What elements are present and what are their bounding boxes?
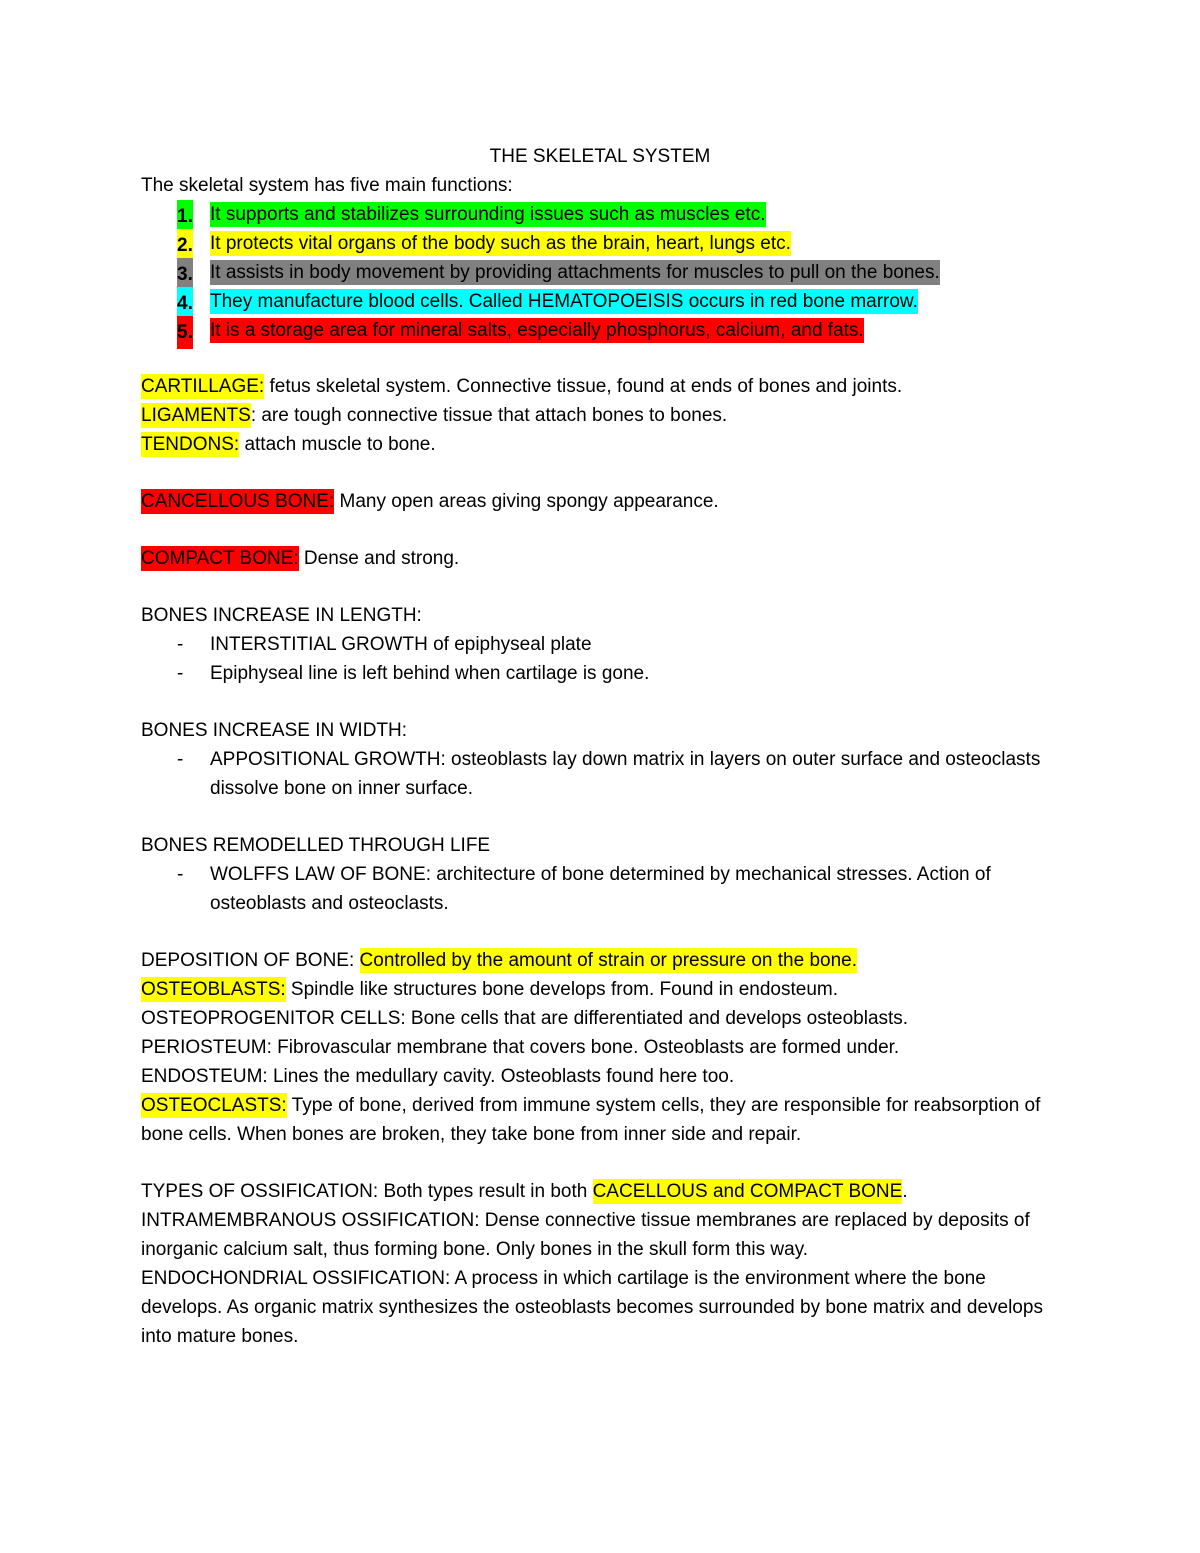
osteoclasts-definition (141, 1091, 1061, 1149)
bullet-text: Epiphyseal line is left behind when cartilage is gone. (210, 663, 650, 684)
periosteum-definition: PERIOSTEUM: Fibrovascular membrane that covers bone. Osteoblasts are formed under. (141, 1037, 900, 1058)
function-text: It is a storage area for mineral salts, especially phosphorus, calcium, and fats. (210, 320, 864, 341)
dash-bullet: - (177, 749, 184, 770)
length-bullet-1 (141, 630, 1061, 659)
osteoblasts-definition (141, 975, 1061, 1004)
definition-text: Spindle like structures bone develops from. Found in endosteum. (285, 979, 839, 1000)
ossification-types (141, 1177, 1061, 1206)
remodel-heading: BONES REMODELLED THROUGH LIFE (141, 835, 491, 856)
dash-bullet: - (177, 634, 184, 655)
bullet-text: INTERSTITIAL GROWTH of epiphyseal plate (210, 634, 592, 655)
definition-text: attach muscle to bone. (239, 434, 436, 455)
intro-text: The skeletal system has five main functions: (141, 175, 513, 196)
function-item-2 (141, 229, 1061, 258)
highlighted-text: CACELLOUS and COMPACT BONE (592, 1181, 903, 1202)
term-label: OSTEOCLASTS: (141, 1095, 287, 1116)
document-page (141, 142, 1061, 1351)
width-bullet-1 (141, 745, 1061, 803)
function-item-1 (141, 200, 1061, 229)
ligaments-definition (141, 401, 1061, 430)
list-number: 4. (177, 287, 193, 320)
compact-definition (141, 544, 1061, 573)
spacer (141, 459, 1061, 487)
endosteum-definition: ENDOSTEUM: Lines the medullary cavity. Osteoblasts found here too. (141, 1066, 735, 1087)
function-text: It assists in body movement by providing attachments for muscles to pull on the bones. (210, 262, 940, 283)
length-heading: BONES INCREASE IN LENGTH: (141, 605, 422, 626)
spacer (141, 516, 1061, 544)
function-item-3 (141, 258, 1061, 287)
spacer (141, 573, 1061, 601)
document-title: THE SKELETAL SYSTEM (489, 146, 711, 167)
term-label: DEPOSITION OF BONE: (141, 950, 360, 971)
definition-text: : are tough connective tissue that attach bones to bones. (250, 405, 728, 426)
term-label: LIGAMENTS (141, 405, 251, 426)
dash-bullet: - (177, 864, 184, 885)
function-text: It supports and stabilizes surrounding issues such as muscles etc. (210, 204, 766, 225)
function-text: They manufacture blood cells. Called HEMATOPOEISIS occurs in red bone marrow. (210, 291, 918, 312)
cancellous-definition (141, 487, 1061, 516)
term-label: OSTEOBLASTS: (141, 979, 286, 1000)
list-number: 2. (177, 229, 193, 262)
list-number: 5. (177, 316, 193, 349)
list-number: 3. (177, 258, 193, 291)
spacer (141, 803, 1061, 831)
list-number: 1. (177, 200, 193, 233)
tendons-definition (141, 430, 1061, 459)
endochondrial-definition: ENDOCHONDRIAL OSSIFICATION: A process in which cartilage is the environment where the bone develops. As organic matrix synthesizes the osteoblasts becomes surrounded by bone matrix and develops into mature bones. (141, 1268, 1043, 1347)
bullet-text: APPOSITIONAL GROWTH: osteoblasts lay down matrix in layers on outer surface and osteoclasts dissolve bone on inner surface. (210, 749, 1041, 799)
length-bullet-2 (141, 659, 1061, 688)
function-item-5 (141, 316, 1061, 345)
bullet-text: WOLFFS LAW OF BONE: architecture of bone determined by mechanical stresses. Action of osteoblasts and osteoclasts. (210, 864, 991, 914)
definition-text: Dense and strong. (298, 548, 460, 569)
definition-text: Type of bone, derived from immune system cells, they are responsible for reabsorption of bone cells. When bones are broken, they take bone from inner side and repair. (141, 1095, 1041, 1145)
punctuation: . (902, 1181, 908, 1202)
term-label: CARTILLAGE: (141, 376, 265, 397)
remodel-bullet-1 (141, 860, 1061, 918)
term-label: COMPACT BONE: (141, 548, 299, 569)
width-heading: BONES INCREASE IN WIDTH: (141, 720, 408, 741)
spacer (141, 1149, 1061, 1177)
function-text: It protects vital organs of the body such as the brain, heart, lungs etc. (210, 233, 791, 254)
function-item-4 (141, 287, 1061, 316)
highlighted-text: Controlled by the amount of strain or pressure on the bone. (359, 950, 857, 971)
term-label: CANCELLOUS BONE: (141, 491, 335, 512)
spacer (141, 345, 1061, 372)
spacer (141, 688, 1061, 716)
spacer (141, 918, 1061, 946)
dash-bullet: - (177, 663, 184, 684)
definition-text: fetus skeletal system. Connective tissue, found at ends of bones and joints. (264, 376, 903, 397)
definition-text: Many open areas giving spongy appearance. (334, 491, 719, 512)
term-label: TENDONS: (141, 434, 240, 455)
term-label: TYPES OF OSSIFICATION: Both types result in both (141, 1181, 593, 1202)
deposition-definition (141, 946, 1061, 975)
cartillage-definition (141, 372, 1061, 401)
intramembranous-definition: INTRAMEMBRANOUS OSSIFICATION: Dense connective tissue membranes are replaced by deposits of inorganic calcium salt, thus forming bone. Only bones in the skull form this way. (141, 1210, 1030, 1260)
osteoprogenitor-definition: OSTEOPROGENITOR CELLS: Bone cells that are differentiated and develops osteoblasts. (141, 1008, 909, 1029)
